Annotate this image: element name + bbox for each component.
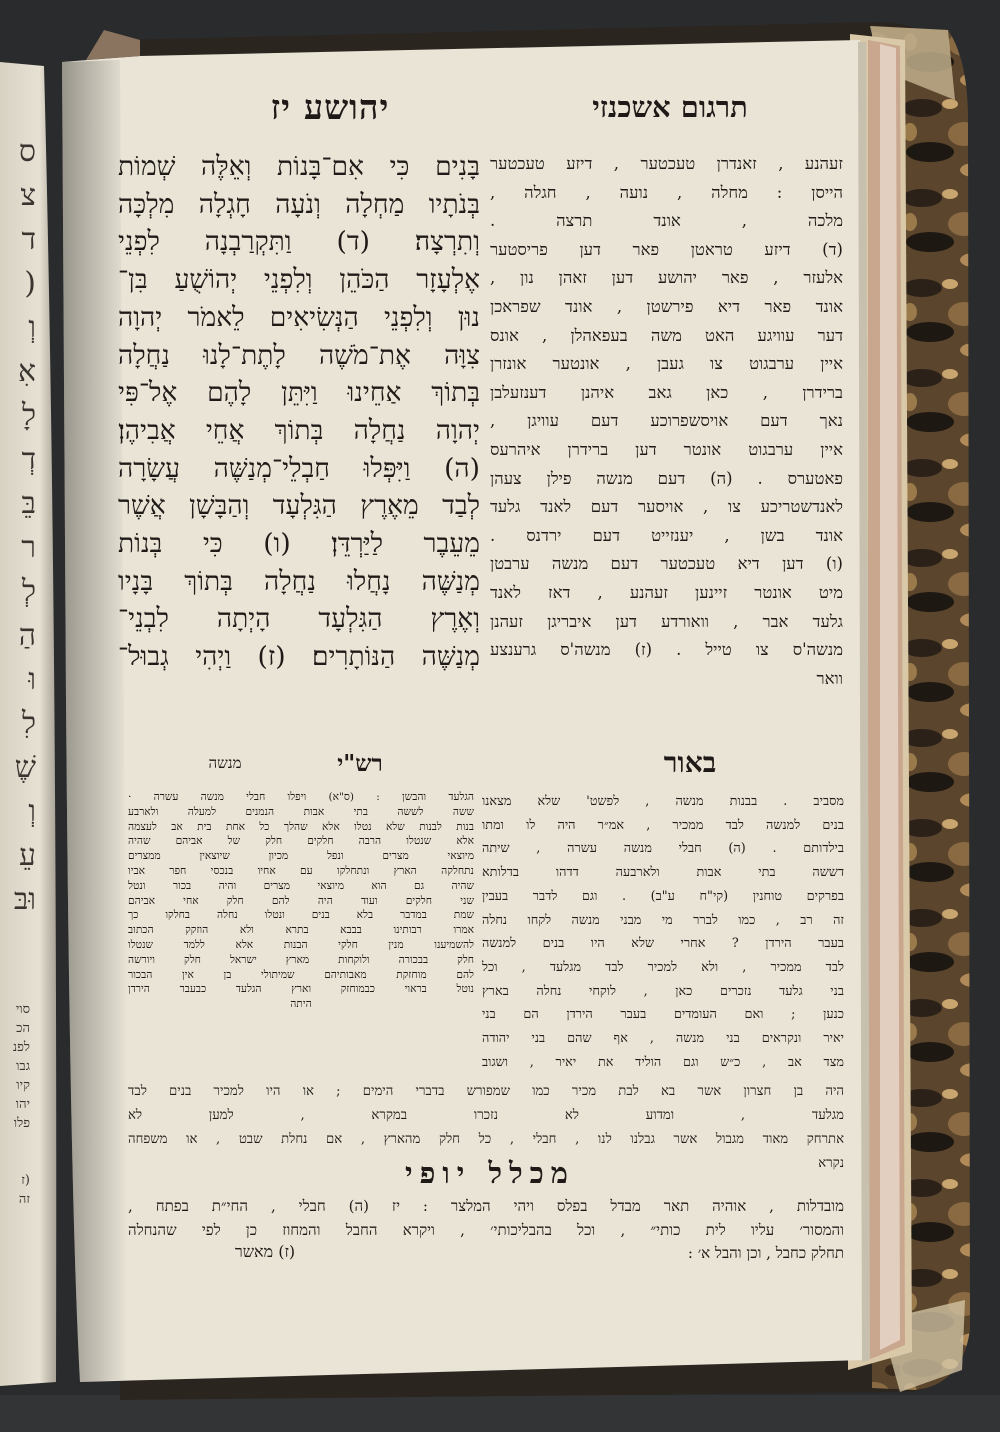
rashi-line: אמרו רבותינו בבבא בתרא ולא הוזקק הכתוב bbox=[128, 924, 474, 937]
biur-heading: באור bbox=[663, 746, 717, 779]
biur-commentary bbox=[482, 790, 844, 1074]
rashi-line: הגלעד והבשן : (ס"א) ויפלו חבלי מנשה עשרה · bbox=[128, 791, 474, 803]
rashi-line: היתה bbox=[290, 998, 312, 1011]
previous-page-line: אִ bbox=[17, 354, 36, 389]
scripture-line: בָּנִים כִּי אִם־בָּנוֹת וְאֵלֶּה שְׁמוֹת bbox=[118, 151, 480, 182]
previous-page-line: ס bbox=[18, 134, 36, 169]
translation-line: וואר bbox=[816, 668, 843, 688]
scripture-line: מְנַשֶּׁה נָחֲלוּ נַחֲלָה בְּתוֹךְ בָּנָיו bbox=[118, 565, 480, 597]
scripture-line: מְנַשֶּׁה הַנּוֹתָרִים׃ (ז) וַיְהִי גְבוּל־ bbox=[118, 641, 480, 673]
rashi-line: שהיה גם הוא מיוצאי מצרים והיה בכור ונטל bbox=[128, 879, 474, 892]
previous-page-footnote-line: (ז bbox=[21, 1173, 30, 1188]
previous-page-footnote-line: סוי bbox=[15, 1002, 30, 1017]
previous-page-text bbox=[0, 130, 36, 922]
previous-page-line: צ bbox=[20, 178, 36, 213]
translation-line: נאך דעם אויסשפרוכע דעם עוויגן , bbox=[490, 411, 843, 431]
scripture-line: יְהוָה נַחֲלָה בְּתוֹךְ אֲחֵי אֲבִיהֶן׃ bbox=[118, 414, 480, 446]
translation-line: איין ערבגוט אונטר דען ברידרן איהרעס bbox=[490, 439, 843, 459]
rashi-line: שני חלקים ועוד היה להם חלק אחי אביהם bbox=[128, 894, 474, 907]
rashi-line: להם מוחזקת מאבותיהם שמיתולי בן אין הבכור bbox=[128, 968, 474, 981]
rashi-line: מיוצאי מצרים ונפל מכיון שיוצאין ממצרים bbox=[128, 850, 474, 863]
translation-line: מלכה , אונד תרצה . bbox=[490, 211, 843, 231]
michlal-yofi-heading: מכלל יופי bbox=[405, 1156, 575, 1190]
rashi-heading: רש"י bbox=[337, 750, 383, 777]
previous-page-line: ד bbox=[21, 222, 36, 257]
scripture-line: וְתִרְצָה׃ (ד) וַתִּקְרַבְנָה לִפְנֵי bbox=[118, 226, 480, 258]
biur-line: בילדותם . (ה) חבלי מנשה עשרה , שיתה bbox=[482, 841, 844, 857]
previous-page-footnote-line: קיו bbox=[16, 1078, 30, 1093]
previous-page-footnote-line bbox=[0, 1133, 30, 1152]
previous-page-line: וְ bbox=[28, 794, 36, 829]
translation-line: גלעד אבר , וואורדע דען איבריגן זעהנן bbox=[490, 611, 843, 631]
biur-line: מצד אב , כ״ש וגם הוליד את יאיר , ושגוב bbox=[482, 1054, 844, 1070]
rashi-line: אלא שנטלו הרבה חלקים חלק של אביהם שהיה bbox=[128, 835, 474, 848]
previous-page-line: בֵּ bbox=[21, 486, 36, 521]
michlal-line: והמסור׳ עליו לית כותי״ , וכל בהבליכותי׳ , ויקרא החבל והמחוז כן לפי שהנחלה bbox=[128, 1220, 844, 1239]
scripture-line: לְבַד מֵאֶרֶץ הַגִּלְעָד וְהַבָּשָׁן אֲשֶׁר bbox=[118, 490, 480, 522]
previous-page-line: וּבּ bbox=[13, 882, 36, 917]
rashi-line: להשמיענו מנין חלקי הבנות אלא ללמד שנטלו bbox=[128, 938, 474, 951]
biur-line: יאיר ונקראים בני מנשה , אף שהם בני יהודה bbox=[482, 1031, 844, 1047]
biur-line: בני גלעד נזכרים כאן , לוקחי נחלה בארץ bbox=[482, 983, 844, 999]
michlal-line: תחלק כחבל , וכן והבל א׳ : bbox=[687, 1244, 844, 1262]
rashi-catchword: מנשה bbox=[208, 754, 242, 772]
page-header-translation: תרגום אשכנזי bbox=[592, 90, 748, 124]
translation-line: מנשה'ס צו טייל . (ז) מנשה'ס גרענצע bbox=[490, 640, 843, 660]
previous-page-line: לְ bbox=[21, 574, 36, 609]
previous-page-line: וּ bbox=[28, 662, 36, 697]
biur-continuation-line: מגלעד , ומדוע לא נזכרו במקרא , למען לא bbox=[128, 1108, 844, 1123]
rashi-line: חלק בבכורה ולוקחות מארץ ישראל חלק ויורשה bbox=[128, 953, 474, 966]
biur-line: זה רב , כמו לברר מי מבני מנשה לקחו נחלה bbox=[482, 912, 844, 928]
page-catchword: (ז) מאשר bbox=[234, 1242, 296, 1261]
translation-line: פאטערס . (ה) דעם מנשה פילן צעהן bbox=[490, 468, 843, 488]
translation-line: הייסן : מחלה , נועה , חגלה , bbox=[490, 182, 843, 202]
previous-page-footnote-line: זה bbox=[18, 1192, 30, 1207]
rashi-line: שמת במדבר בלא בנים ונטלו נחלה בחלקו כך bbox=[128, 909, 474, 922]
translation-line: מיט אונטר זיינען זעהנע , דאז לאנד bbox=[490, 582, 843, 602]
translation-line: אלעזר , פאר יהושע דען זאהן נון , bbox=[490, 268, 843, 288]
rashi-line: ששה לששה בתי אבות הנמנים למעלה ולארבע bbox=[128, 805, 474, 818]
translation-line: ברידרן , כאן גאב איהנן דענזעלבן bbox=[490, 382, 843, 402]
translation-line: (ד) דיזע טראטן פאר דען פריסטער bbox=[490, 239, 843, 259]
previous-page-line: וְ bbox=[28, 310, 36, 345]
previous-page-line: דְ bbox=[21, 442, 36, 477]
translation-line: דער עוויגע האט משה בעפאהלן , אונס bbox=[490, 325, 843, 345]
biur-line: מסביב . בבנות מנשה , לפשט' שלא מצאנו bbox=[482, 794, 844, 809]
scripture-line: צִוָּה אֶת־מֹשֶׁה לָתֶת־לָנוּ נַחֲלָה bbox=[118, 339, 480, 371]
german-translation-column bbox=[490, 150, 843, 693]
previous-page-footnote-line: גבו bbox=[16, 1059, 30, 1074]
previous-page-line: שֶׁ bbox=[14, 750, 36, 785]
scripture-line: אֶלְעָזָר הַכֹּהֵן וְלִפְנֵי יְהוֹשֻׁעַ בִּן־ bbox=[118, 264, 480, 296]
previous-page-footnotes bbox=[0, 1000, 30, 1209]
biur-line: כנען ; ואם העומדים בעבר הירדן הם בני bbox=[482, 1007, 844, 1023]
translation-line: אונד בשן , יענזייט דעם ירדנס . bbox=[490, 525, 843, 545]
scripture-line: נוּן וְלִפְנֵי הַנְּשִׂיאִים לֵאמֹר יְהוָה bbox=[118, 301, 480, 333]
biur-continuation-line: נקרא bbox=[818, 1156, 844, 1171]
scripture-line: (ה) וַיִּפְּלוּ חַבְלֵי־מְנַשֶּׁה עֲשָׂרָה bbox=[118, 452, 480, 484]
biur-line: בנים למנשה לבד ממכיר , אמ״ר היה לו ומתו bbox=[482, 817, 844, 833]
previous-page-line: ( bbox=[24, 266, 36, 301]
rashi-line: נוטל בראוי כבמוחזק וארץ הגלעד כבעבר הירדן bbox=[128, 983, 474, 996]
previous-page-footnote-line: פלו bbox=[13, 1116, 30, 1131]
previous-page-line: לָ bbox=[21, 398, 36, 433]
scripture-text-column bbox=[118, 148, 480, 676]
scripture-line: בְּנֹתָיו מַחְלָה וְנֹעָה חָגְלָה מִלְכָּה bbox=[118, 188, 480, 220]
rashi-line: נתחלקה הארץ ונתחלקו עם אחיו בנכסי חפר אביו bbox=[128, 864, 474, 877]
biur-continuation-line: היה בן חצרון אשר בא לבת מכיר כמו שמפורש בדברי הימים ; או היו למכיר בנים לבד bbox=[128, 1084, 844, 1099]
michlal-line: מובדלות , אוהיה תאר מבדל בפלס ויהי המלצר : יז (ה) חבלי , החי״ת בפתח , bbox=[128, 1197, 844, 1215]
previous-page-line: עֵ bbox=[19, 838, 36, 873]
translation-line: זעהנע , זאנדרן טעכטער , דיזע טעכטער bbox=[490, 154, 843, 173]
biur-line: דששה בתי אבות ולארבעה דדהו בדלותא bbox=[482, 865, 844, 881]
biur-line: בפרקים טוחנין (קי"ח ע"ב) . וגם לדבר בעבין bbox=[482, 888, 844, 904]
scripture-line: וְאֶרֶץ הַגִּלְעָד הָיְתָה לִבְנֵי־ bbox=[118, 603, 480, 635]
scripture-line: מֵעֵבֶר לַיַּרְדֵּן׃ (ו) כִּי בְּנוֹת bbox=[118, 528, 480, 560]
previous-page-footnote-line: יהו bbox=[15, 1097, 30, 1112]
scripture-line: בְּתוֹךְ אַחֵינוּ וַיִּתֵּן לָהֶם אֶל־פִּי bbox=[118, 377, 480, 409]
previous-page-footnote-line: הכ bbox=[16, 1021, 30, 1036]
previous-page-footnote-line bbox=[0, 1152, 30, 1171]
rashi-commentary bbox=[128, 790, 474, 1012]
biur-line: לבד ממכיר , ולא למכיר לבד מגלעד , וכל bbox=[482, 959, 844, 975]
translation-line: איין ערבגוט צו געבן , אונטער אונזרן bbox=[490, 354, 843, 374]
translation-line: לאנדשטריכע צו , אויסער דעם לאנד גלעד bbox=[490, 497, 843, 517]
previous-page-line: הַ bbox=[18, 618, 36, 653]
previous-page-line: לִ bbox=[21, 706, 36, 741]
translation-line: אונד פאר דיא פירשטן , אונד שפראכן bbox=[490, 296, 843, 316]
biur-line: בעבר הירדן ? אחרי שלא היו בנים למנשה bbox=[482, 936, 844, 952]
page-header-book-chapter: יהושע יז bbox=[270, 88, 390, 128]
translation-line: (ו) דען דיא טעכטער דעם מנשה ערבטן bbox=[490, 554, 843, 574]
biur-continuation-line: אתרחק מאוד מגבול אשר גבלנו לנו , חבלי , כל חלק מהארץ , אם נחלת שבט , או משפחה bbox=[128, 1132, 844, 1147]
previous-page-footnote-line: לפנ bbox=[12, 1040, 30, 1055]
previous-page-line: ר bbox=[21, 530, 36, 565]
rashi-line: בנות לבנות שלא נטלו אלא שהלך כל אחת בית אב לעצמה bbox=[128, 820, 474, 833]
